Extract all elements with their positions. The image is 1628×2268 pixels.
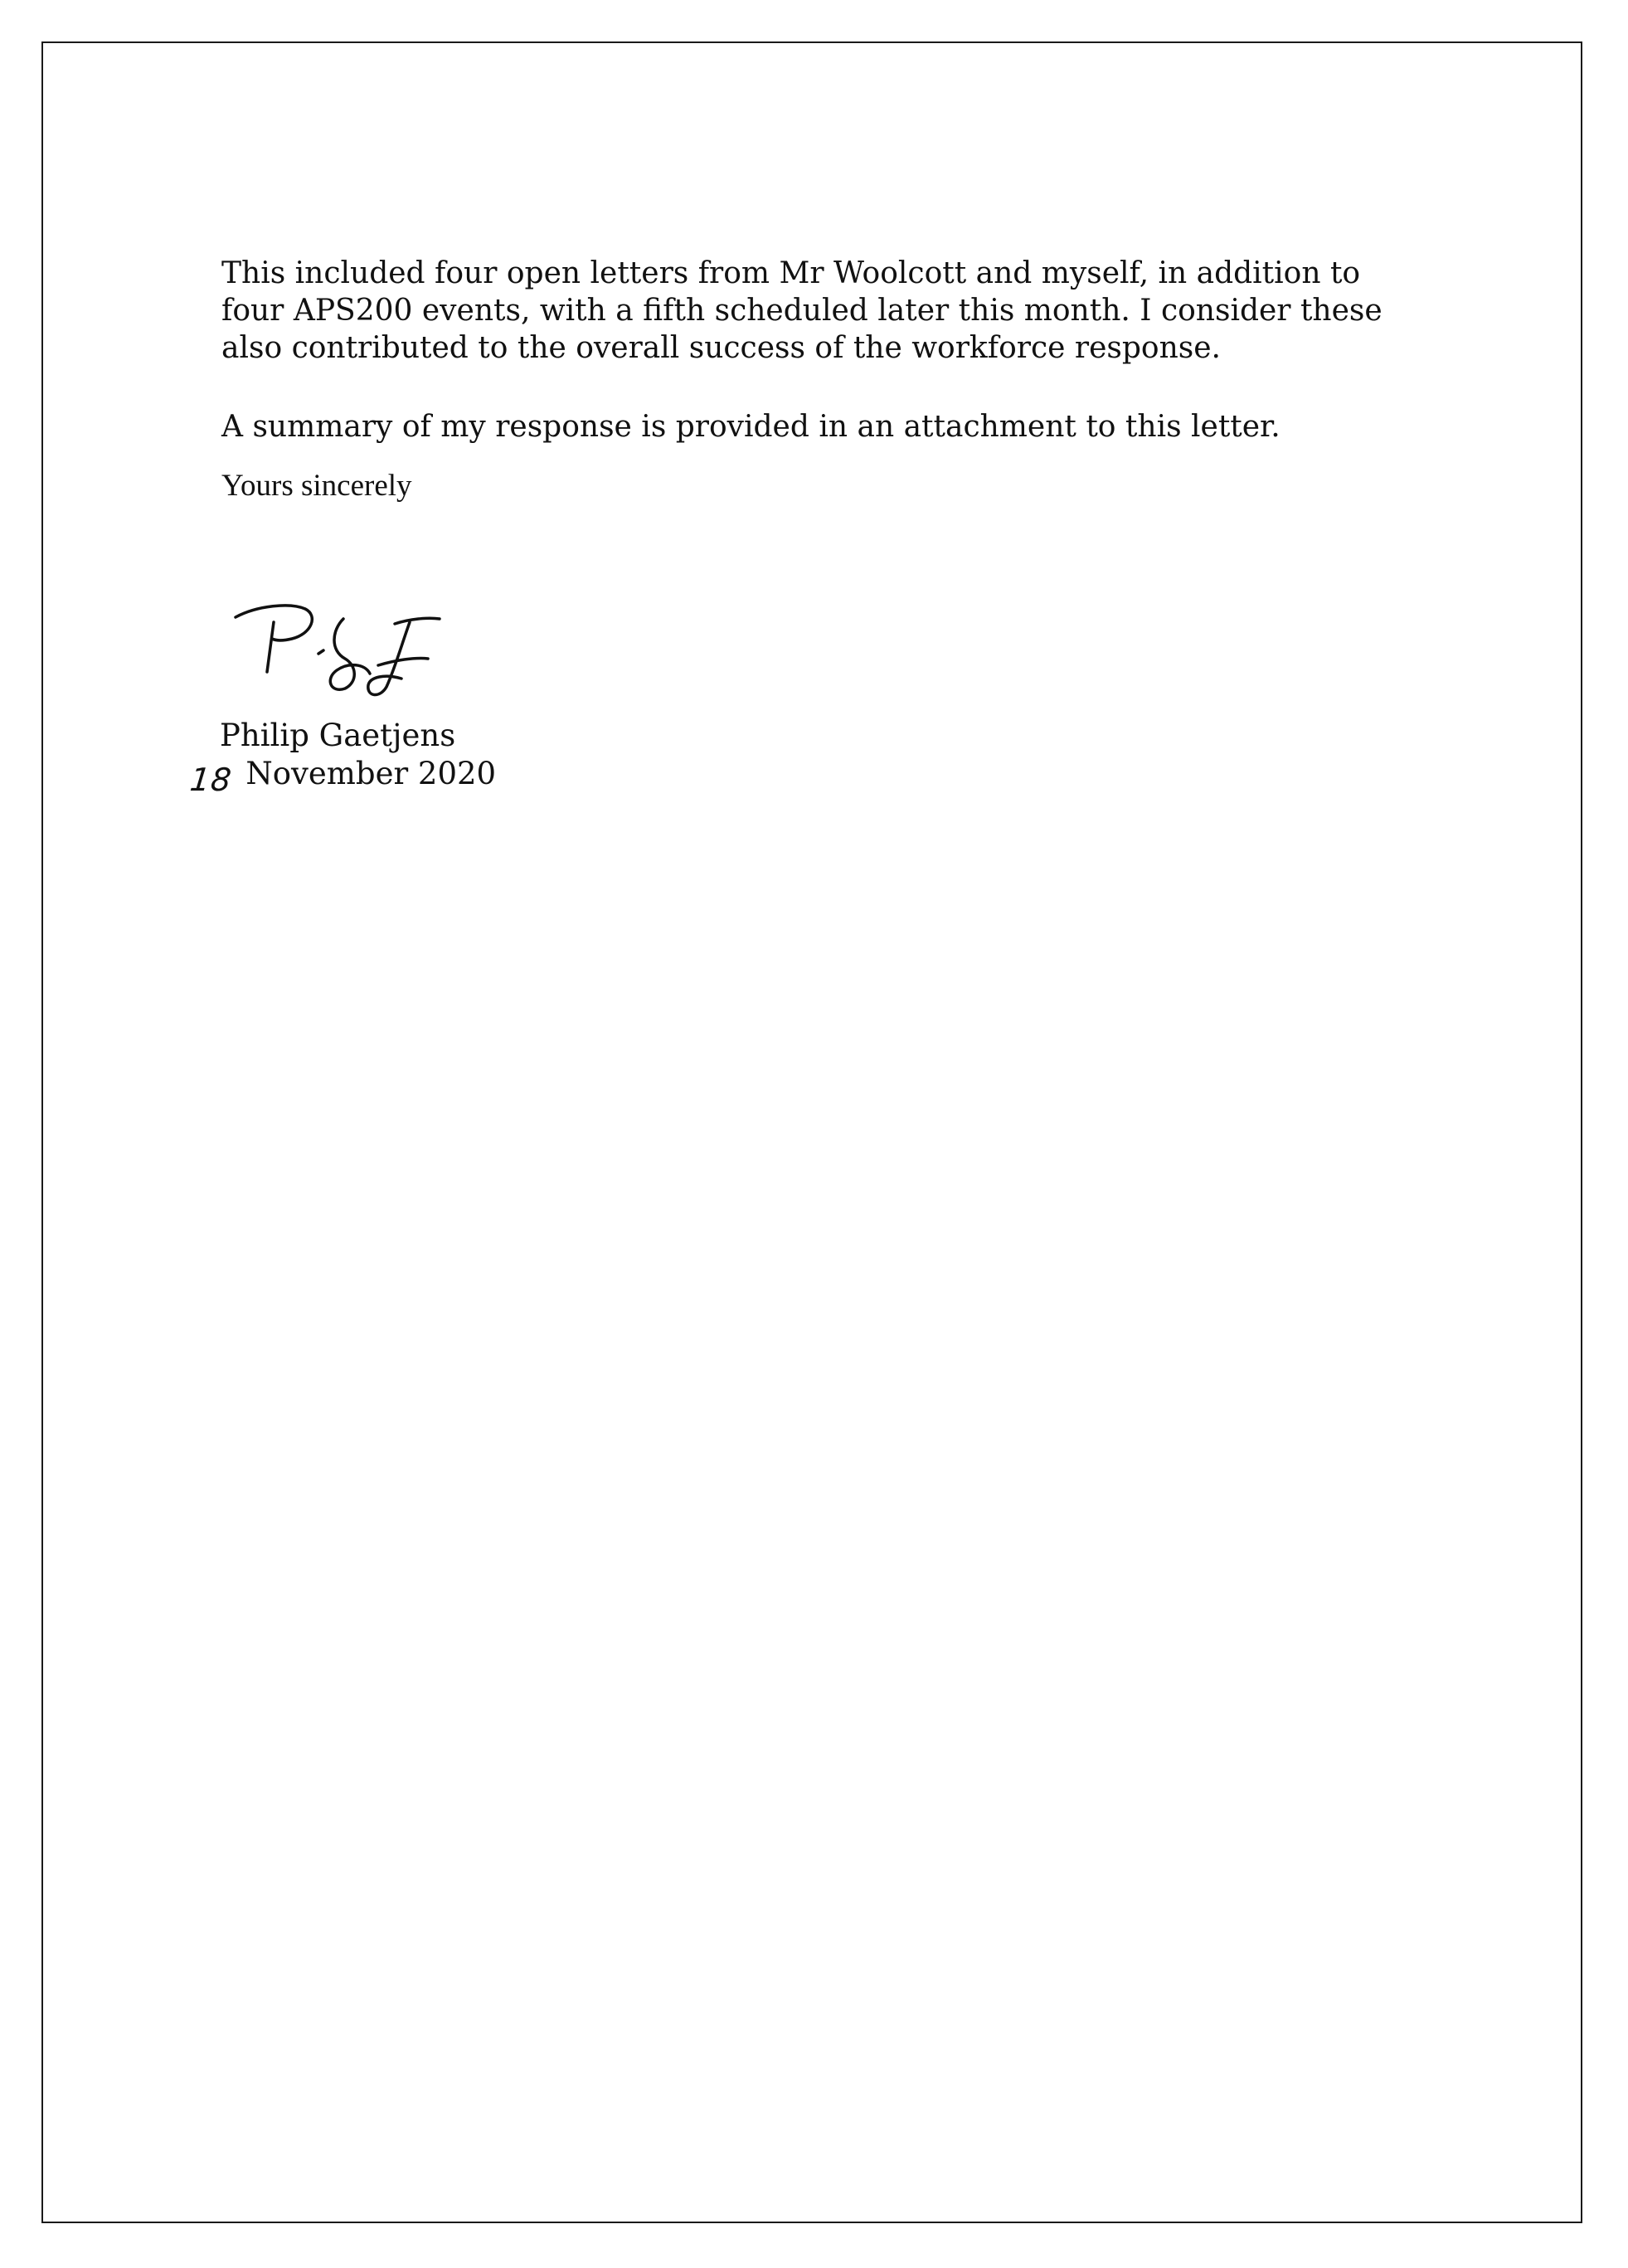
signer-name: Philip Gaetjens	[220, 718, 456, 753]
body-paragraph-1: This included four open letters from Mr Woolcott and myself, in addition to four APS200 events, with a fifth scheduled later this month. I consider these also contributed to the overall success of the workforce response.	[221, 256, 1383, 365]
body-paragraph-2: A summary of my response is provided in an attachment to this letter.	[221, 410, 1281, 444]
letter-date	[187, 755, 497, 805]
closing-salutation: Yours sincerely	[221, 469, 412, 503]
date-month-year: November 2020	[245, 756, 497, 791]
page-border	[41, 41, 1582, 2223]
handwritten-signature	[232, 581, 456, 705]
handwritten-day: 18	[187, 762, 234, 798]
